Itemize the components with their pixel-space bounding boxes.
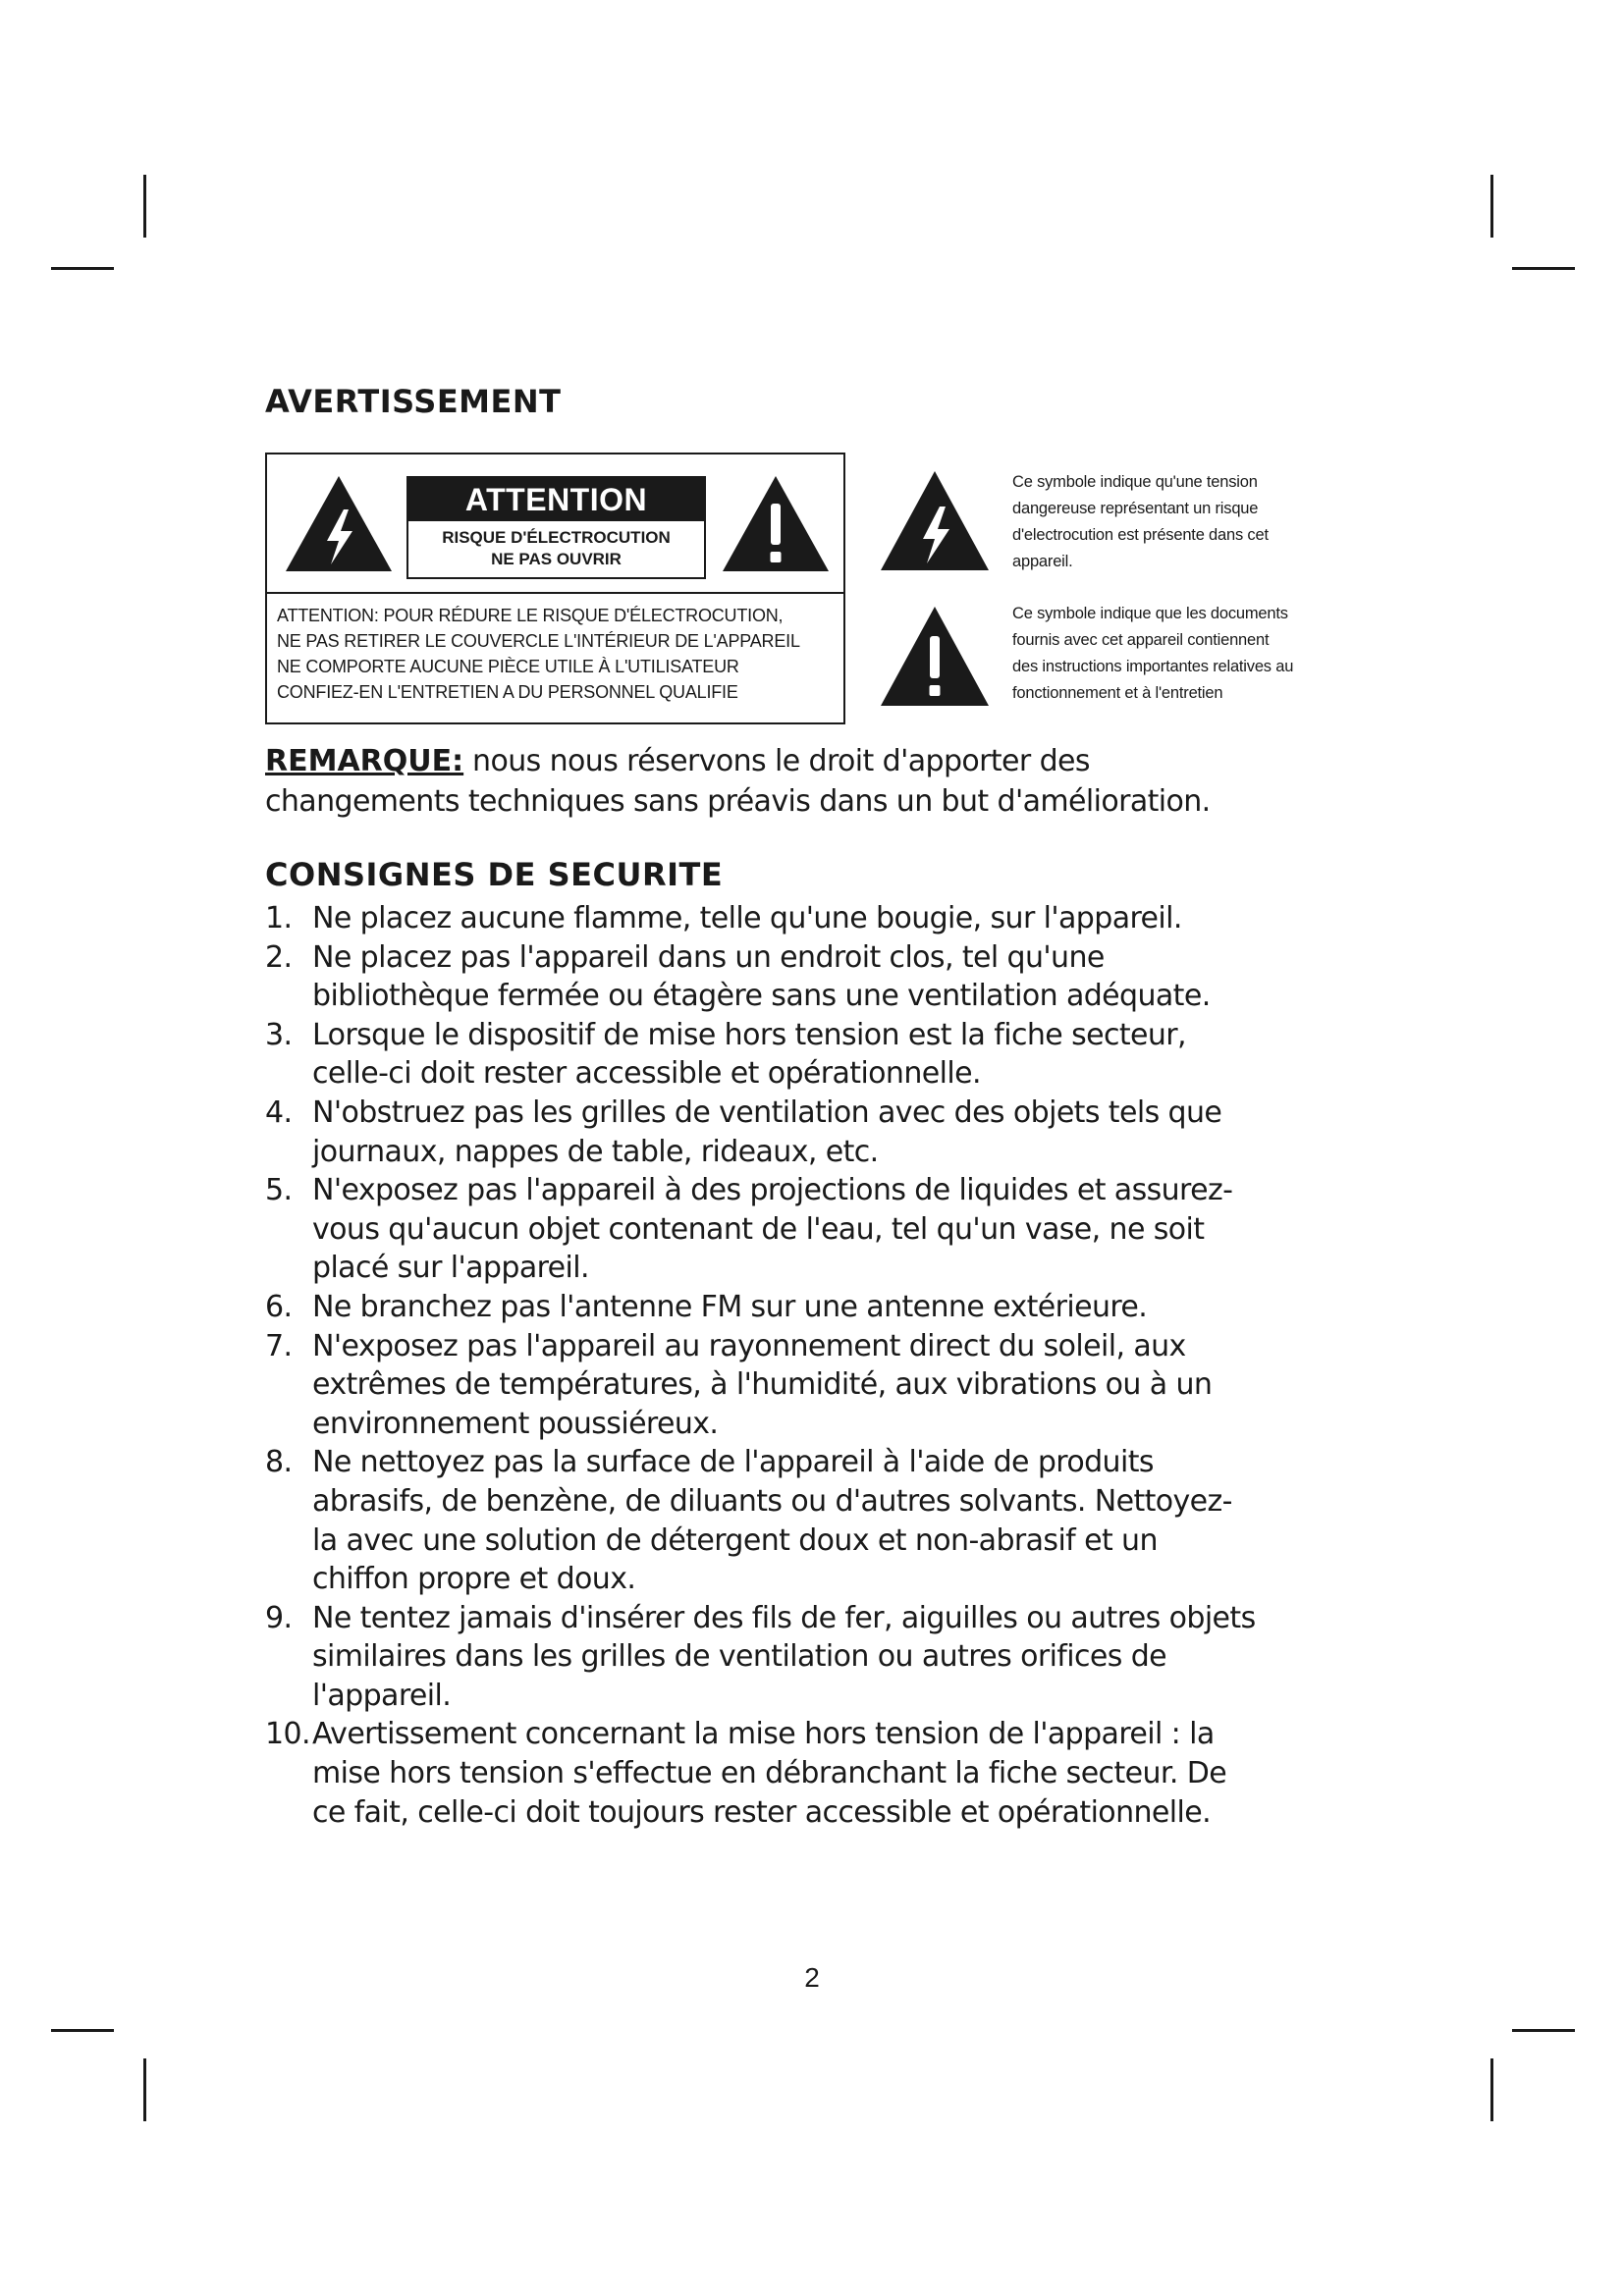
crop-mark bbox=[1512, 267, 1575, 270]
item-text-line: Ne tentez jamais d'insérer des fils de fer, aiguilles ou autres objets bbox=[312, 1600, 1256, 1635]
symbol-text-line: d'electrocution est présente dans cet bbox=[1012, 526, 1269, 544]
symbol-text-line: fournis avec cet appareil contiennent bbox=[1012, 631, 1270, 649]
exclamation-warning-icon bbox=[721, 474, 831, 573]
item-number: 6. bbox=[265, 1289, 293, 1324]
item-number: 2. bbox=[265, 939, 293, 975]
symbol-text-line: dangereuse représentant un risque bbox=[1012, 500, 1259, 517]
symbol-text-line: fonctionnement et à l'entretien bbox=[1012, 684, 1223, 702]
list-item bbox=[265, 938, 1542, 1016]
symbol-text-line: Ce symbole indique que les documents bbox=[1012, 605, 1288, 622]
symbol-text-line: appareil. bbox=[1012, 553, 1073, 570]
symbol-text-line: des instructions importantes relatives au bbox=[1012, 658, 1294, 675]
symbol-description bbox=[1012, 469, 1351, 575]
list-item bbox=[265, 1288, 1542, 1327]
safety-instructions-list bbox=[265, 899, 1542, 1832]
exclamation-warning-icon bbox=[879, 605, 991, 708]
warning-text-line: NE COMPORTE AUCUNE PIÈCE UTILE À L'UTILISATEUR bbox=[277, 657, 739, 676]
item-text-line: abrasifs, de benzène, de diluants ou d'autres solvants. Nettoyez- bbox=[312, 1483, 1232, 1519]
risk-line: RISQUE D'ÉLECTROCUTION bbox=[442, 528, 671, 547]
item-text-line: ce fait, celle-ci doit toujours rester accessible et opérationnelle. bbox=[312, 1794, 1212, 1830]
remark-paragraph bbox=[265, 741, 1542, 822]
warning-text-line: NE PAS RETIRER LE COUVERCLE L'INTÉRIEUR DE L'APPAREIL bbox=[277, 631, 800, 651]
item-text-line: journaux, nappes de table, rideaux, etc. bbox=[312, 1134, 879, 1169]
item-text-line: Ne branchez pas l'antenne FM sur une antenne extérieure. bbox=[312, 1289, 1148, 1324]
safety-heading: CONSIGNES DE SECURITE bbox=[265, 856, 724, 893]
list-item bbox=[265, 1171, 1542, 1288]
page-number: 2 bbox=[804, 1962, 820, 1993]
item-text-line: l'appareil. bbox=[312, 1678, 452, 1713]
item-text-line: mise hors tension s'effectue en débranchant la fiche secteur. De bbox=[312, 1756, 1227, 1791]
attention-subtitle bbox=[408, 521, 704, 570]
item-number: 9. bbox=[265, 1600, 293, 1635]
item-number: 3. bbox=[265, 1017, 293, 1052]
symbol-text-line: Ce symbole indique qu'une tension bbox=[1012, 473, 1258, 491]
crop-mark bbox=[1490, 2058, 1493, 2121]
item-text-line: Ne nettoyez pas la surface de l'appareil à l'aide de produits bbox=[312, 1445, 1154, 1480]
crop-mark bbox=[143, 2058, 146, 2121]
lightning-warning-icon bbox=[284, 474, 394, 573]
warning-text-line: CONFIEZ-EN L'ENTRETIEN A DU PERSONNEL QUALIFIE bbox=[277, 682, 738, 702]
list-item bbox=[265, 1715, 1542, 1832]
list-item bbox=[265, 1599, 1542, 1716]
list-item bbox=[265, 899, 1542, 938]
item-text-line: N'obstruez pas les grilles de ventilation avec des objets tels que bbox=[312, 1095, 1222, 1130]
symbol-explanation-lightning bbox=[879, 469, 1350, 577]
lightning-warning-icon bbox=[879, 469, 991, 572]
divider bbox=[267, 592, 843, 594]
warning-text-line: ATTENTION: POUR RÉDURE LE RISQUE D'ÉLECTROCUTION, bbox=[277, 606, 784, 625]
item-text-line: chiffon propre et doux. bbox=[312, 1562, 636, 1597]
list-item bbox=[265, 1327, 1542, 1444]
crop-mark bbox=[51, 2029, 114, 2032]
crop-mark bbox=[51, 267, 114, 270]
do-not-open-line: NE PAS OUVRIR bbox=[491, 550, 622, 568]
item-text-line: N'exposez pas l'appareil au rayonnement direct du soleil, aux bbox=[312, 1328, 1186, 1363]
item-text-line: similaires dans les grilles de ventilation ou autres orifices de bbox=[312, 1639, 1167, 1675]
remark-text: nous nous réservons le droit d'apporter des bbox=[463, 744, 1090, 778]
item-text-line: N'exposez pas l'appareil à des projections de liquides et assurez- bbox=[312, 1173, 1233, 1208]
item-number: 8. bbox=[265, 1445, 293, 1480]
item-number: 7. bbox=[265, 1328, 293, 1363]
warning-label-box bbox=[265, 453, 845, 724]
remark-text: changements techniques sans préavis dans un but d'amélioration. bbox=[265, 784, 1211, 819]
item-text-line: Ne placez aucune flamme, telle qu'une bougie, sur l'appareil. bbox=[312, 901, 1182, 935]
item-text-line: environnement poussiéreux. bbox=[312, 1406, 719, 1441]
remark-label: REMARQUE: bbox=[265, 744, 464, 778]
attention-title: ATTENTION bbox=[408, 478, 704, 521]
item-text-line: vous qu'aucun objet contenant de l'eau, tel qu'un vase, ne soit bbox=[312, 1211, 1205, 1247]
item-text-line: Ne placez pas l'appareil dans un endroit clos, tel qu'une bbox=[312, 939, 1105, 975]
item-text-line: Lorsque le dispositif de mise hors tension est la fiche secteur, bbox=[312, 1017, 1186, 1052]
item-number: 1. bbox=[265, 901, 293, 935]
warning-label-header bbox=[267, 454, 843, 592]
item-number: 10. bbox=[265, 1717, 310, 1752]
item-text-line: placé sur l'appareil. bbox=[312, 1251, 589, 1286]
item-number: 4. bbox=[265, 1095, 293, 1130]
item-text-line: Avertissement concernant la mise hors tension de l'appareil : la bbox=[312, 1717, 1215, 1752]
list-item bbox=[265, 1443, 1542, 1598]
symbol-explanation-exclamation bbox=[879, 601, 1350, 709]
warning-heading: AVERTISSEMENT bbox=[265, 383, 562, 420]
list-item bbox=[265, 1016, 1542, 1094]
item-text-line: la avec une solution de détergent doux et non-abrasif et un bbox=[312, 1522, 1158, 1558]
attention-label bbox=[406, 476, 706, 579]
item-text-line: bibliothèque fermée ou étagère sans une ventilation adéquate. bbox=[312, 979, 1211, 1014]
item-text-line: celle-ci doit rester accessible et opérationnelle. bbox=[312, 1056, 981, 1092]
crop-mark bbox=[1512, 2029, 1575, 2032]
item-number: 5. bbox=[265, 1173, 293, 1208]
crop-mark bbox=[1490, 175, 1493, 238]
list-item bbox=[265, 1094, 1542, 1171]
warning-label-text bbox=[277, 603, 839, 705]
symbol-description bbox=[1012, 601, 1351, 707]
item-text-line: extrêmes de températures, à l'humidité, aux vibrations ou à un bbox=[312, 1367, 1213, 1403]
crop-mark bbox=[143, 175, 146, 238]
